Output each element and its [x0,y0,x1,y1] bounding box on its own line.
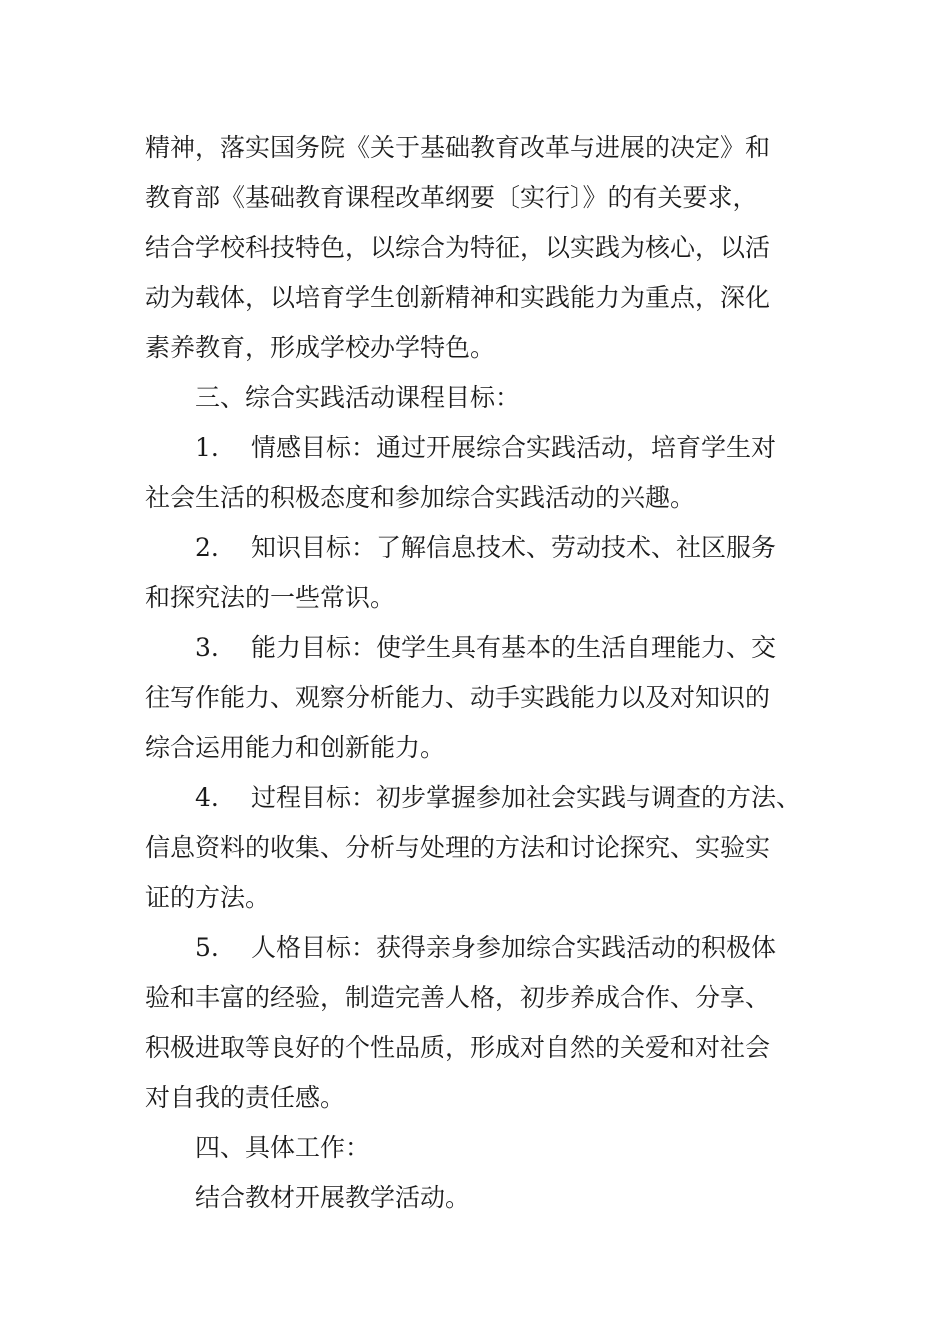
list-number: 4. [195,783,219,812]
list-item-ability-goal [195,631,776,665]
paragraph-line: 社会生活的积极态度和参加综合实践活动的兴趣。 [145,483,696,512]
list-number: 3. [195,633,219,662]
paragraph-line: 素养教育，形成学校办学特色。 [145,333,496,362]
list-number: 2. [195,533,219,562]
list-item-text: 知识目标：了解信息技术、劳动技术、社区服务 [251,533,777,562]
paragraph-line: 积极进取等良好的个性品质，形成对自然的关爱和对社会 [145,1033,771,1062]
paragraph-line: 综合运用能力和创新能力。 [145,733,446,762]
list-item-text: 过程目标：初步掌握参加社会实践与调查的方法、 [251,783,802,812]
paragraph-line: 教育部《基础教育课程改革纲要〔实行〕》的有关要求， [145,183,758,212]
list-item-knowledge-goal [195,531,776,565]
list-item-text: 能力目标：使学生具有基本的生活自理能力、交 [251,633,777,662]
list-item-text: 人格目标：获得亲身参加综合实践活动的积极体 [251,933,777,962]
paragraph-line: 对自我的责任感。 [145,1083,346,1112]
paragraph-line: 和探究法的一些常识。 [145,583,396,612]
paragraph-line: 验和丰富的经验，制造完善人格，初步养成合作、分享、 [145,983,771,1012]
list-number: 5. [195,933,219,962]
paragraph-line: 动为载体，以培育学生创新精神和实践能力为重点，深化 [145,283,771,312]
paragraph-line: 往写作能力、观察分析能力、动手实践能力以及对知识的 [145,683,771,712]
list-item-text: 情感目标：通过开展综合实践活动，培育学生对 [251,433,777,462]
paragraph-line: 信息资料的收集、分析与处理的方法和讨论探究、实验实 [145,833,771,862]
paragraph-line: 结合学校科技特色，以综合为特征，以实践为核心，以活 [145,233,771,262]
paragraph-line: 精神，落实国务院《关于基础教育改革与进展的决定》和 [145,133,771,162]
section-heading-work: 四、具体工作： [195,1133,371,1162]
list-item-process-goal [195,781,801,815]
list-item-emotion-goal [195,431,776,465]
section-heading-goals: 三、综合实践活动课程目标： [195,383,521,412]
paragraph-line: 结合教材开展教学活动。 [195,1183,471,1212]
list-number: 1. [195,433,219,462]
list-item-personality-goal [195,931,776,965]
paragraph-line: 证的方法。 [145,883,271,912]
